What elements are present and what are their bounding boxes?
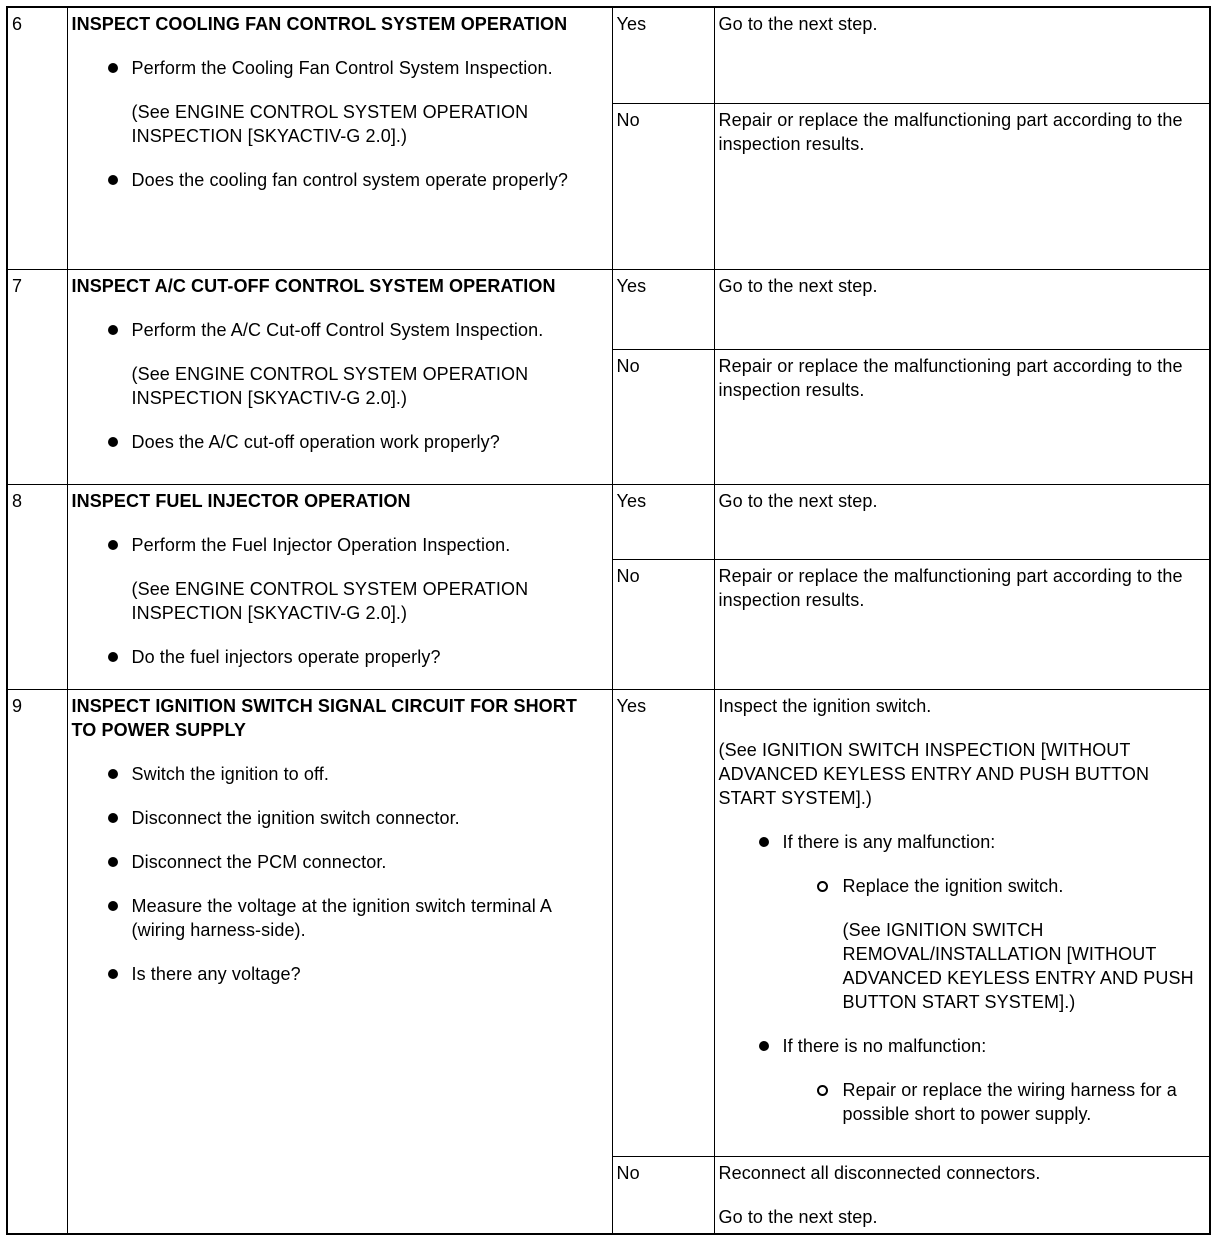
procedure-item: Perform the A/C Cut-off Control System Inspection. <box>132 318 606 342</box>
step-title: INSPECT FUEL INJECTOR OPERATION <box>71 490 411 511</box>
step-6-yes-row <box>7 7 1210 103</box>
step-number: 6 <box>7 7 67 269</box>
step-title: INSPECT IGNITION SWITCH SIGNAL CIRCUIT FOR SHORT TO POWER SUPPLY <box>71 695 577 740</box>
procedure-reference: (See ENGINE CONTROL SYSTEM OPERATION INSPECTION [SKYACTIV-G 2.0].) <box>131 102 529 146</box>
yes-action-line: Inspect the ignition switch. <box>718 695 932 716</box>
no-label: No <box>612 103 714 269</box>
no-action-line: Reconnect all disconnected connectors. <box>718 1162 1041 1183</box>
diagnostic-steps-table <box>6 6 1211 1235</box>
step-9-yes-row <box>7 689 1210 1156</box>
step-number: 7 <box>7 269 67 484</box>
procedure-question: Does the cooling fan control system operate properly? <box>132 168 606 192</box>
step-number: 8 <box>7 484 67 689</box>
procedure-reference: (See ENGINE CONTROL SYSTEM OPERATION INSPECTION [SKYACTIV-G 2.0].) <box>131 363 529 408</box>
procedure-item: Measure the voltage at the ignition switch terminal A (wiring harness-side). <box>132 894 606 942</box>
no-action: Repair or replace the malfunctioning part according to the inspection results. <box>714 349 1210 484</box>
yes-label: Yes <box>612 269 714 349</box>
procedure-list <box>72 318 606 454</box>
yes-case <box>783 1034 1204 1126</box>
yes-label: Yes <box>612 689 714 1156</box>
yes-action-reference: (See IGNITION SWITCH INSPECTION [WITHOUT ADVANCED KEYLESS ENTRY AND PUSH BUTTON START SYSTEM].) <box>718 739 1150 808</box>
case-action-list <box>783 1078 1204 1126</box>
procedure-question: Do the fuel injectors operate properly? <box>132 645 606 669</box>
yes-case-list <box>719 830 1204 1126</box>
step-7-yes-row <box>7 269 1210 349</box>
procedure-reference: (See ENGINE CONTROL SYSTEM OPERATION INSPECTION [SKYACTIV-G 2.0].) <box>131 578 529 623</box>
procedure-list <box>72 533 606 669</box>
yes-action: Go to the next step. <box>714 7 1210 103</box>
case-action-reference: (See IGNITION SWITCH REMOVAL/INSTALLATION [WITHOUT ADVANCED KEYLESS ENTRY AND PUSH BUTTON START SYSTEM].) <box>842 919 1194 1012</box>
procedure-list <box>72 56 606 192</box>
procedure-item: Disconnect the ignition switch connector. <box>132 806 606 830</box>
step-procedure <box>67 7 612 269</box>
no-action-line: Go to the next step. <box>718 1206 878 1227</box>
procedure-item: Disconnect the PCM connector. <box>132 850 606 874</box>
case-condition: If there is any malfunction: <box>782 831 996 852</box>
no-label: No <box>612 1156 714 1234</box>
no-action <box>714 1156 1210 1234</box>
yes-case <box>783 830 1204 1014</box>
procedure-item: Perform the Cooling Fan Control System Inspection. <box>132 56 606 80</box>
procedure-item: Perform the Fuel Injector Operation Inspection. <box>132 533 606 557</box>
case-condition: If there is no malfunction: <box>782 1035 987 1056</box>
yes-action <box>714 689 1210 1156</box>
case-action: Repair or replace the wiring harness for a possible short to power supply. <box>843 1078 1204 1126</box>
no-action: Repair or replace the malfunctioning part according to the inspection results. <box>714 560 1210 689</box>
step-procedure <box>67 484 612 689</box>
no-label: No <box>612 349 714 484</box>
step-8-yes-row <box>7 484 1210 560</box>
procedure-item: Switch the ignition to off. <box>132 762 606 786</box>
case-action-list <box>783 874 1204 1014</box>
step-procedure <box>67 689 612 1234</box>
case-action: Replace the ignition switch. <box>843 874 1204 898</box>
no-action: Repair or replace the malfunctioning part according to the inspection results. <box>714 103 1210 269</box>
yes-action: Go to the next step. <box>714 484 1210 560</box>
no-label: No <box>612 560 714 689</box>
procedure-list <box>72 762 606 986</box>
step-number: 9 <box>7 689 67 1234</box>
step-procedure <box>67 269 612 484</box>
procedure-question: Is there any voltage? <box>132 962 606 986</box>
step-title: INSPECT COOLING FAN CONTROL SYSTEM OPERATION <box>71 14 568 34</box>
step-title: INSPECT A/C CUT-OFF CONTROL SYSTEM OPERATION <box>71 275 556 296</box>
yes-label: Yes <box>612 484 714 560</box>
yes-action: Go to the next step. <box>714 269 1210 349</box>
procedure-question: Does the A/C cut-off operation work properly? <box>132 430 606 454</box>
yes-label: Yes <box>612 7 714 103</box>
